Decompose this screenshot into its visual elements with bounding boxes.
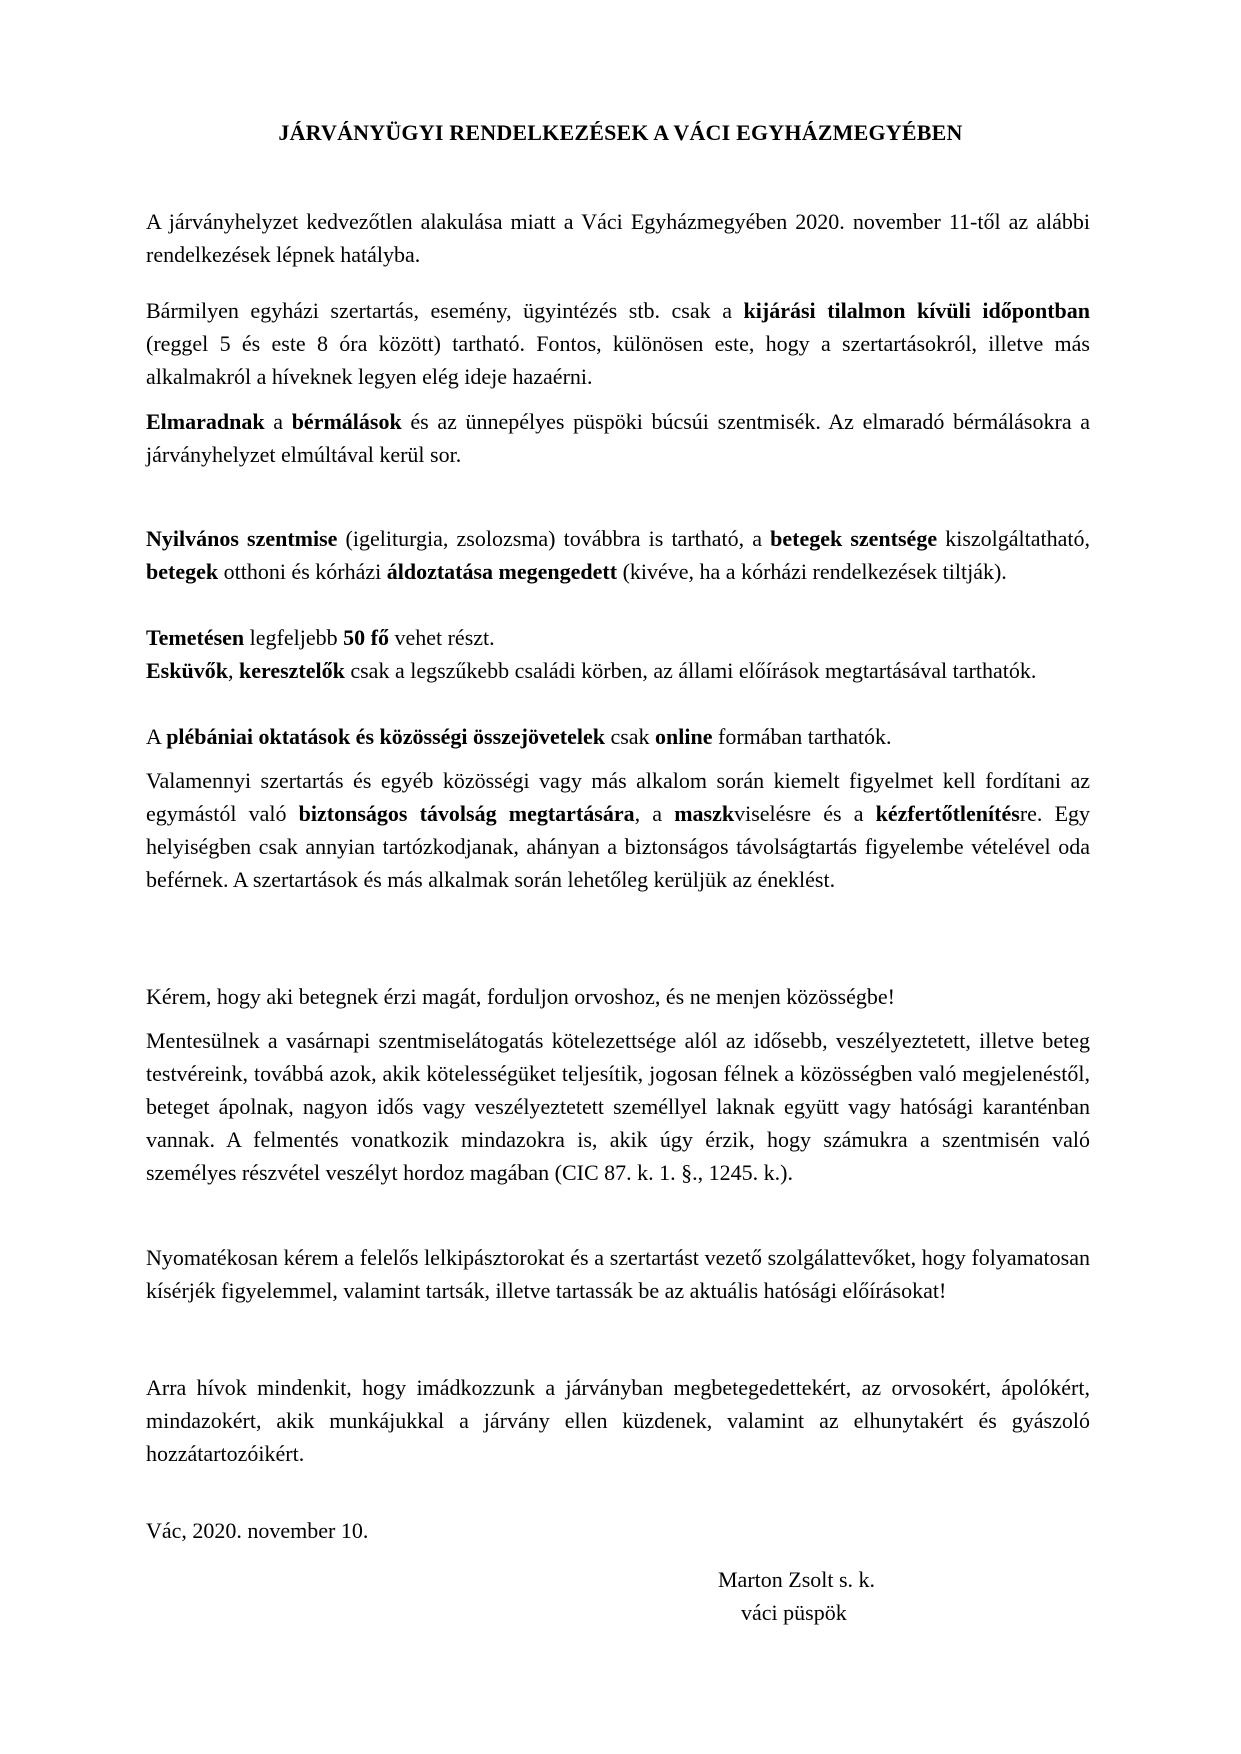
bold-text: Elmaradnak xyxy=(146,409,265,434)
paragraph-funerals xyxy=(146,621,1090,654)
text: viselésre és a xyxy=(734,801,876,826)
bold-text: betegek szentsége xyxy=(770,526,938,551)
text: csak a legszűkebb családi körben, az állami előírások megtartásával tarthatók. xyxy=(344,658,1037,683)
paragraph-online xyxy=(146,720,1090,753)
paragraph-intro xyxy=(146,205,1090,271)
text: A xyxy=(146,724,167,749)
bold-text: maszk xyxy=(674,801,735,826)
paragraph-distancing xyxy=(146,764,1090,896)
text: Bármilyen egyházi szertartás, esemény, ügyintézés stb. csak a xyxy=(146,298,744,323)
text: , xyxy=(227,658,239,683)
bold-text: Nyilvános szentmise xyxy=(146,526,338,551)
text: , a xyxy=(634,801,675,826)
document-date: Vác, 2020. november 10. xyxy=(146,1518,369,1543)
bold-text: biztonságos távolság megtartására xyxy=(298,801,635,826)
bold-text: plébániai oktatások és közösségi összejövetelek xyxy=(166,724,605,749)
text: (igeliturgia, zsolozsma) továbbra is tartható, a xyxy=(337,526,771,551)
text: re. Egy helyiségben csak annyian tartózkodjanak, ahányan a biztonságos távolságtartás figyelembe vételével oda beférnek. A szertartások és más alkalmak során lehetőleg kerüljük az éneklést. xyxy=(146,801,1091,892)
bold-text: 50 fő xyxy=(343,625,389,650)
text: Mentesülnek a vasárnapi szentmiselátogatás kötelezettsége alól az idősebb, veszélyeztetett, illetve beteg testvéreink, továbbá azok, akik kötelességüket teljesítik, jogosan félnek a közösségben való megjelenéstől, beteget ápolnak, nagyon idős vagy veszélyeztetett személlyel laknak együtt vagy hatósági karanténban vannak. A felmentés vonatkozik mindazokra is, akik úgy érzik, hogy számukra a szentmisén való személyes részvétel veszélyt hordoz magában (CIC 87. k. 1. §., 1245. k.). xyxy=(146,1028,1090,1185)
bold-text: áldoztatása megengedett xyxy=(386,559,618,584)
text: Arra hívok mindenkit, hogy imádkozzunk a járványban megbetegedettekért, az orvosokért, ápolókért, mindazokért, akik munkájukkal a járvány ellen küzdenek, valamint az elhunytakért és gyászoló hozzátartozóikért. xyxy=(146,1375,1090,1466)
text: Valamennyi szertartás és egyéb közösségi vagy más alkalom során kiemelt figyelmet kell fordítani az egymástól való xyxy=(146,768,1090,826)
bold-text: keresztelők xyxy=(238,658,345,683)
paragraph-prayer xyxy=(146,1371,1090,1470)
bold-text: kézfertőtlenítés xyxy=(875,801,1020,826)
text: a xyxy=(264,409,292,434)
signature-name: Marton Zsolt s. k. xyxy=(718,1567,876,1592)
bold-text: kijárási tilalmon kívüli időpontban xyxy=(743,298,1090,323)
text: csak xyxy=(604,724,656,749)
bold-text: betegek xyxy=(146,559,219,584)
signature-role: váci püspök xyxy=(741,1600,847,1625)
text: A járványhelyzet kedvezőtlen alakulása miatt a Váci Egyházmegyében 2020. november 11-től az alábbi rendelkezések lépnek hatályba. xyxy=(146,209,1090,267)
bold-text: Temetésen xyxy=(146,625,245,650)
text: Nyomatékosan kérem a felelős lelkipásztorokat és a szertartást vezető szolgálattevőket, hogy folyamatosan kísérjék figyelemmel, valamint tartsák, illetve tartassák be az aktuális hatósági előírásokat! xyxy=(146,1245,1090,1303)
paragraph-public-mass xyxy=(146,522,1090,588)
text: kiszolgáltatható, xyxy=(937,526,1090,551)
text: és az ünnepélyes püspöki búcsúi szentmisék. Az elmaradó bérmálásokra a járványhelyzet elmúltával kerül sor. xyxy=(146,409,1091,467)
bold-text: online xyxy=(655,724,713,749)
paragraph-illness xyxy=(146,980,1090,1013)
text: formában tarthatók. xyxy=(712,724,892,749)
text: (kivéve, ha a kórházi rendelkezések tiltják). xyxy=(617,559,1007,584)
text: vehet részt. xyxy=(388,625,495,650)
text: (reggel 5 és este 8 óra között) tartható. Fontos, különösen este, hogy a szertartásokról, illetve más alkalmakról a híveknek legyen elég ideje hazaérni. xyxy=(146,331,1090,389)
paragraph-confirmations xyxy=(146,405,1090,471)
paragraph-weddings xyxy=(146,654,1090,687)
paragraph-request xyxy=(146,1241,1090,1307)
text: Kérem, hogy aki betegnek érzi magát, forduljon orvoshoz, és ne menjen közösségbe! xyxy=(146,984,895,1009)
bold-text: bérmálások xyxy=(291,409,402,434)
paragraph-curfew xyxy=(146,294,1090,393)
text: otthoni és kórházi xyxy=(218,559,387,584)
bold-text: Esküvők xyxy=(146,658,228,683)
text: legfeljebb xyxy=(244,625,344,650)
paragraph-exemption xyxy=(146,1024,1090,1189)
document-title: JÁRVÁNYÜGYI RENDELKEZÉSEK A VÁCI EGYHÁZMEGYÉBEN xyxy=(278,120,963,145)
